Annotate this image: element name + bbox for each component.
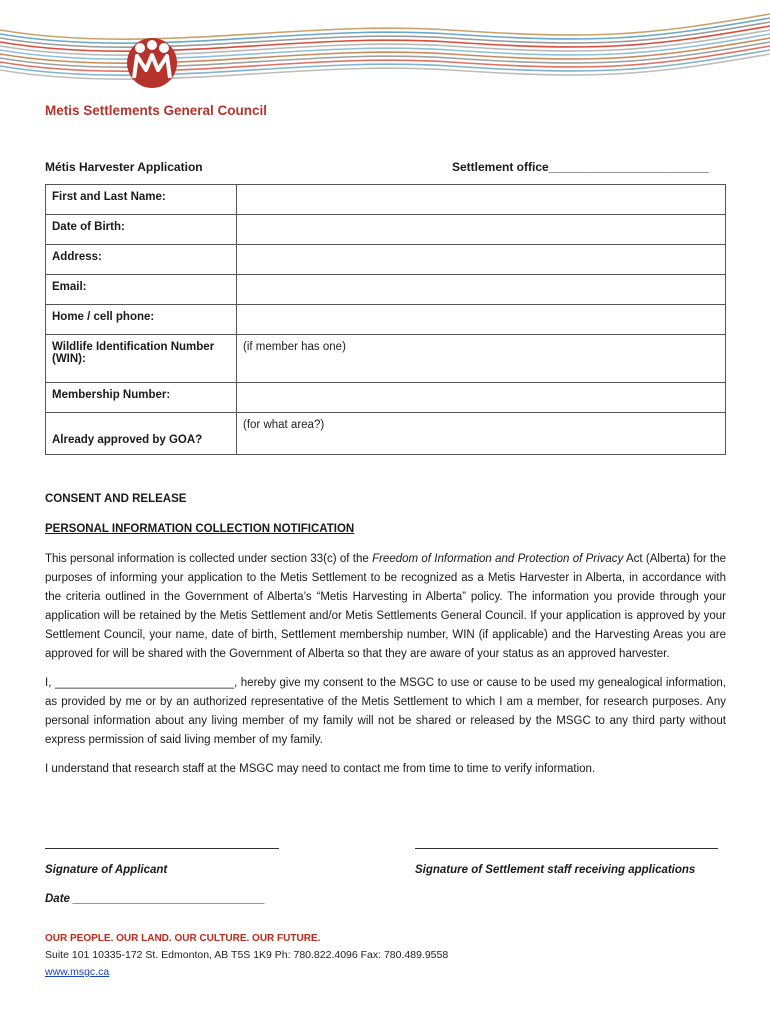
first-last-name-label: First and Last Name: bbox=[46, 185, 237, 215]
notice-act-name: Freedom of Information and Protection of Privacy bbox=[372, 553, 624, 565]
consent-heading: CONSENT AND RELEASE bbox=[45, 493, 187, 505]
verification-paragraph: I understand that research staff at the MSGC may need to contact me from time to time to verify information. bbox=[45, 763, 596, 775]
applicant-info-table bbox=[45, 184, 726, 455]
header-banner bbox=[0, 0, 770, 100]
applicant-signature-label: Signature of Applicant bbox=[45, 864, 168, 876]
application-title: Métis Harvester Application bbox=[45, 160, 203, 174]
staff-signature-label: Signature of Settlement staff receiving applications bbox=[415, 864, 696, 876]
staff-signature-line[interactable] bbox=[415, 848, 718, 849]
table-row bbox=[46, 185, 726, 215]
phone-field[interactable] bbox=[237, 305, 726, 335]
email-label: Email: bbox=[46, 275, 237, 305]
win-label: Wildlife Identification Number (WIN): bbox=[46, 335, 237, 383]
date-of-birth-label: Date of Birth: bbox=[46, 215, 237, 245]
table-row bbox=[46, 245, 726, 275]
date-of-birth-field[interactable] bbox=[237, 215, 726, 245]
footer-slogan: OUR PEOPLE. OUR LAND. OUR CULTURE. OUR FUTURE. bbox=[45, 933, 321, 944]
notice-text-b: Act (Alberta) for the purposes of informing your application to the Metis Settlement to be recognized as a Metis Harvester in Alberta, in accordance with the criteria outlined in the Government of Alberta’s “Metis Harvesting in Alberta” policy. The information you provide through your application will be retained by the Metis Settlement and/or Metis Settlements General Council. If your application is approved by your Settlement Council, your name, date of birth, Settlement membership number, WIN (if applicable) and the Harvesting Areas you are approved for will be shared with the Government of Alberta so that they are aware of your status as an approved harvester. bbox=[45, 553, 726, 660]
membership-number-label: Membership Number: bbox=[46, 383, 237, 413]
membership-number-field[interactable] bbox=[237, 383, 726, 413]
website-link[interactable]: www.msgc.ca bbox=[45, 966, 110, 978]
win-field[interactable]: (if member has one) bbox=[237, 335, 726, 383]
table-row bbox=[46, 383, 726, 413]
consent-paragraph: I, ____________________________, hereby give my consent to the MSGC to use or cause to be used my genealogical information, as provided by me or by an authorized representative of the Metis Settlement to which I am a member, for research purposes. Any personal information about any living member of my family will not be shared or released by the MSGC to any third party without express permission of said living member of my family. bbox=[45, 677, 726, 746]
collection-notice-paragraph bbox=[45, 550, 726, 664]
org-title: Metis Settlements General Council bbox=[45, 103, 268, 118]
goa-approved-label: Already approved by GOA? bbox=[46, 413, 237, 455]
table-row bbox=[46, 335, 726, 383]
email-field[interactable] bbox=[237, 275, 726, 305]
address-field[interactable] bbox=[237, 245, 726, 275]
collection-notification-heading: PERSONAL INFORMATION COLLECTION NOTIFICATION bbox=[45, 523, 355, 535]
date-field[interactable]: Date ______________________________ bbox=[45, 893, 265, 905]
applicant-signature-line[interactable] bbox=[45, 848, 279, 849]
consent-section bbox=[45, 490, 726, 779]
settlement-office-field[interactable]: Settlement office________________________ bbox=[452, 160, 709, 174]
first-last-name-field[interactable] bbox=[237, 185, 726, 215]
goa-approved-field[interactable]: (for what area?) bbox=[237, 413, 726, 455]
footer-address: Suite 101 10335-172 St. Edmonton, AB T5S 1K9 Ph: 780.822.4096 Fax: 780.489.9558 bbox=[45, 949, 449, 961]
msgc-logo-icon bbox=[127, 38, 177, 88]
table-row bbox=[46, 413, 726, 455]
table-row bbox=[46, 215, 726, 245]
phone-label: Home / cell phone: bbox=[46, 305, 237, 335]
notice-text-a: This personal information is collected under section 33(c) of the bbox=[45, 553, 373, 565]
address-label: Address: bbox=[46, 245, 237, 275]
table-row bbox=[46, 305, 726, 335]
table-row bbox=[46, 275, 726, 305]
